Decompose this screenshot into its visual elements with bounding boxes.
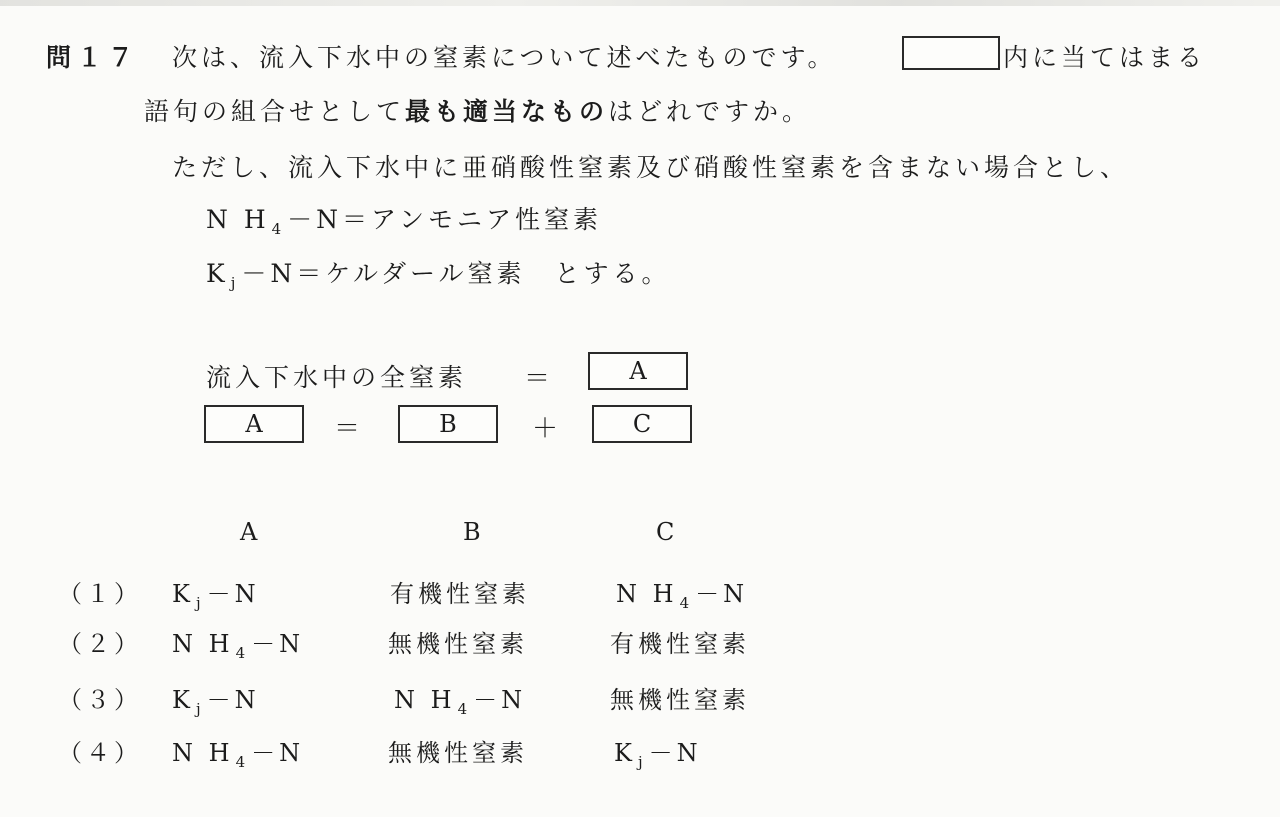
- option-number-4: （４）: [58, 739, 142, 767]
- subscript: 4: [235, 644, 246, 662]
- equation-label: 流入下水中の全窒素: [206, 363, 468, 392]
- option-1-a: [172, 574, 260, 612]
- question-number: 問１７: [46, 43, 140, 72]
- option-number-3: （３）: [58, 686, 142, 714]
- question-line2: [144, 92, 811, 128]
- option-4-c: [614, 733, 702, 771]
- symbol: K: [172, 580, 194, 608]
- symbol: K: [172, 686, 194, 714]
- column-header-c: C: [656, 518, 675, 546]
- option-2-a: [172, 624, 304, 662]
- box-a-bottom: A: [204, 405, 304, 443]
- symbol: N H: [172, 630, 234, 658]
- blank-box-indicator: [902, 36, 1000, 70]
- box-c: C: [592, 405, 692, 443]
- option-3-a: [172, 680, 260, 718]
- column-header-a: A: [240, 518, 258, 546]
- kjn-definition: －N＝ケルダール窒素 とする。: [241, 259, 671, 288]
- option-4-a: [172, 733, 304, 771]
- symbol-suffix: －N: [648, 739, 702, 767]
- kj-symbol: K: [206, 259, 229, 288]
- option-2-c: 有機性窒素: [610, 630, 750, 658]
- subscript: j: [195, 594, 201, 612]
- symbol: N H: [616, 580, 678, 608]
- nh4-symbol: N H: [206, 205, 270, 234]
- subscript: j: [637, 753, 643, 771]
- note-text: ただし、流入下水中に亜硝酸性窒素及び硝酸性窒素を含まない場合とし、: [172, 153, 1130, 182]
- equals-sign-1: ＝: [524, 364, 551, 394]
- subscript: 4: [235, 753, 246, 771]
- symbol-suffix: －N: [251, 630, 305, 658]
- question-line1-text: 次は、流入下水中の窒素について述べたものです。: [172, 43, 837, 72]
- symbol: N H: [172, 739, 234, 767]
- subscript: 4: [457, 700, 468, 718]
- equals-sign-2: ＝: [334, 414, 361, 444]
- definition-kjn: [206, 254, 670, 292]
- symbol-suffix: －N: [695, 580, 749, 608]
- plus-sign: ＋: [532, 414, 559, 444]
- symbol: N H: [394, 686, 456, 714]
- column-header-b: B: [463, 518, 481, 546]
- kj-subscript: j: [230, 274, 236, 292]
- scan-edge: [0, 0, 1280, 6]
- option-1-c: [616, 574, 748, 612]
- symbol-suffix: －N: [251, 739, 305, 767]
- option-4-b: 無機性窒素: [388, 739, 528, 767]
- option-2-b: 無機性窒素: [388, 630, 528, 658]
- symbol-suffix: －N: [206, 686, 260, 714]
- emphasis-text: 最も適当なもの: [405, 97, 609, 126]
- option-1-b: 有機性窒素: [390, 580, 530, 608]
- subscript: 4: [679, 594, 690, 612]
- question-line2-suffix: はどれですか。: [608, 97, 812, 126]
- question-line2-prefix: 語句の組合せとして: [144, 97, 406, 126]
- definition-nh4: [206, 200, 602, 238]
- nh4-definition: －N＝アンモニア性窒素: [287, 205, 603, 234]
- subscript: j: [195, 700, 201, 718]
- box-b: B: [398, 405, 498, 443]
- symbol: K: [614, 739, 636, 767]
- nh4-subscript: 4: [271, 220, 282, 238]
- option-3-c: 無機性窒素: [610, 686, 750, 714]
- option-3-b: [394, 680, 526, 718]
- symbol-suffix: －N: [473, 686, 527, 714]
- option-number-2: （２）: [58, 630, 142, 658]
- question-line1-suffix: 内に当てはまる: [1003, 43, 1207, 72]
- symbol-suffix: －N: [206, 580, 260, 608]
- box-a-top: A: [588, 352, 688, 390]
- option-number-1: （１）: [58, 580, 142, 608]
